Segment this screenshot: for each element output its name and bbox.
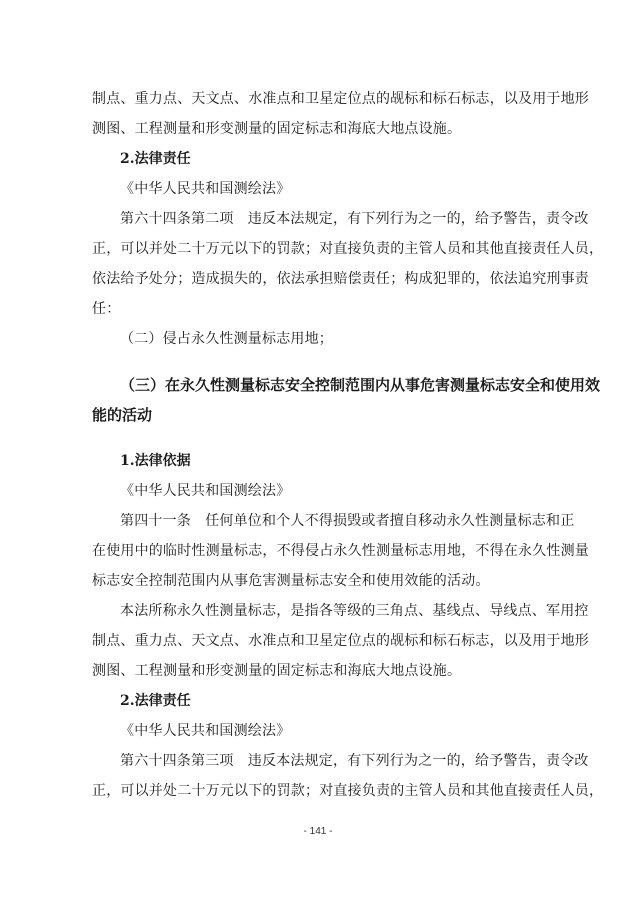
body-line: 测图、工程测量和形变测量的固定标志和海底大地点设施。 <box>92 663 462 679</box>
page-number: - 141 - <box>303 826 333 837</box>
subheading-legal-liability: 2.法律责任 <box>120 693 191 709</box>
body-line: 制点、重力点、天文点、水准点和卫星定位点的觇标和标石标志，以及用于地形 <box>92 633 589 649</box>
body-line: 标志安全控制范围内从事危害测量标志安全和使用效能的活动。 <box>92 573 490 589</box>
body-line: 在使用中的临时性测量标志，不得侵占永久性测量标志用地，不得在永久性测量 <box>92 543 589 559</box>
body-line: 正，可以并处二十万元以下的罚款；对直接负责的主管人员和其他直接责任人员， <box>92 783 604 799</box>
body-line: 本法所称永久性测量标志，是指各等级的三角点、基线点、导线点、军用控 <box>120 603 589 619</box>
law-title: 《中华人民共和国测绘法》 <box>120 181 291 197</box>
body-line: 正，可以并处二十万元以下的罚款；对直接负责的主管人员和其他直接责任人员， <box>92 241 604 257</box>
subheading-legal-liability: 2.法律责任 <box>120 151 191 167</box>
subheading-legal-basis: 1.法律依据 <box>120 453 191 469</box>
law-title: 《中华人民共和国测绘法》 <box>120 723 291 739</box>
list-item: （二）侵占永久性测量标志用地； <box>120 331 333 347</box>
body-line: 第四十一条 任何单位和个人不得损毁或者擅自移动永久性测量标志和正 <box>120 513 575 529</box>
body-line: 第六十四条第二项 违反本法规定，有下列行为之一的，给予警告，责令改 <box>120 211 589 227</box>
section-heading: （三）在永久性测量标志安全控制范围内从事危害测量标志安全和使用效 <box>120 376 601 394</box>
body-line: 制点、重力点、天文点、水准点和卫星定位点的觇标和标石标志，以及用于地形 <box>92 91 589 107</box>
body-line: 第六十四条第三项 违反本法规定，有下列行为之一的，给予警告，责令改 <box>120 753 589 769</box>
section-heading-continued: 能的活动 <box>92 406 153 424</box>
body-line: 测图、工程测量和形变测量的固定标志和海底大地点设施。 <box>92 121 462 137</box>
body-line: 依法给予处分；造成损失的，依法承担赔偿责任；构成犯罪的，依法追究刑事责 <box>92 271 589 287</box>
body-line: 任： <box>92 301 121 317</box>
law-title: 《中华人民共和国测绘法》 <box>120 483 291 499</box>
